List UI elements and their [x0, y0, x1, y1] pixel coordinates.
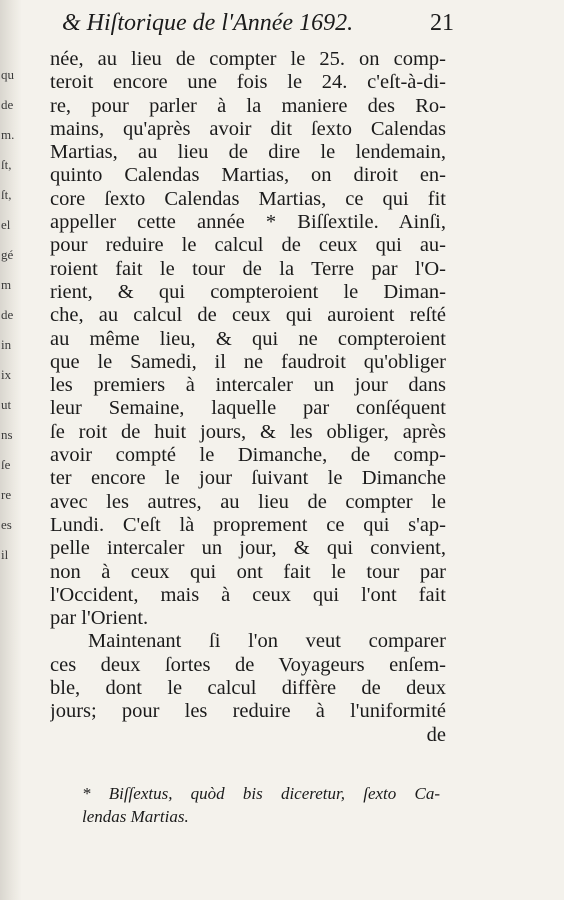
- text-line: teroit encore une fois le 24. c'eſt-à-di-: [50, 71, 446, 94]
- gutter-fragment: gé: [1, 247, 14, 262]
- body-text: [50, 48, 446, 747]
- text-line: ſe roit de huit jours, & les obliger, après: [50, 420, 446, 443]
- gutter-fragment: re: [1, 487, 12, 502]
- text-line: l'Occident, mais à ceux qui l'ont fait: [50, 583, 446, 606]
- text-line: re, pour parler à la maniere des Ro-: [50, 94, 446, 117]
- gutter-fragment: de: [1, 307, 14, 322]
- text-line: non à ceux qui ont fait le tour par: [50, 560, 446, 583]
- gutter-fragment: ns: [1, 427, 13, 442]
- gutter-fragment: ſt,: [1, 157, 12, 172]
- gutter-fragment: ſe: [1, 457, 11, 472]
- text-line: Lundi. C'eſt là proprement ce qui s'ap-: [50, 513, 446, 536]
- binding-gutter: [0, 0, 22, 900]
- text-line: quinto Calendas Martias, on diroit en-: [50, 164, 446, 187]
- text-line: par l'Orient.: [50, 607, 149, 630]
- text-line: che, au calcul de ceux qui auroient reſté: [50, 304, 446, 327]
- text-line: ces deux ſortes de Voyageurs enſem-: [50, 653, 446, 676]
- text-line: avec les autres, au lieu de compter le: [50, 490, 446, 513]
- catchword: de: [426, 723, 446, 746]
- footnote: [82, 782, 440, 828]
- running-title: & Hiſtorique de l'Année 1692.: [62, 10, 354, 36]
- gutter-fragment: in: [1, 337, 12, 352]
- gutter-fragment: ſt,: [1, 187, 12, 202]
- gutter-fragment: es: [1, 517, 12, 532]
- gutter-fragment: el: [1, 217, 11, 232]
- footnote-line: lendas Martias.: [82, 807, 189, 826]
- text-line: ble, dont le calcul diffère de deux: [50, 677, 446, 700]
- gutter-fragment: qu: [1, 67, 14, 82]
- gutter-fragment: il: [1, 547, 9, 562]
- text-line: jours; pour les reduire à l'uniformité: [50, 700, 446, 723]
- text-line: ter encore le jour ſuivant le Dimanche: [50, 467, 446, 490]
- running-header: [62, 10, 454, 40]
- facing-page-fragments: [1, 60, 21, 570]
- text-line: que le Samedi, il ne faudroit qu'obliger: [50, 350, 446, 373]
- page-number: 21: [430, 10, 454, 36]
- text-line: les premiers à intercaler un jour dans: [50, 374, 446, 397]
- text-line: mains, qu'après avoir dit ſexto Calendas: [50, 117, 446, 140]
- text-line: leur Semaine, laquelle par conſéquent: [50, 397, 446, 420]
- text-line: roient fait le tour de la Terre par l'O-: [50, 257, 446, 280]
- gutter-fragment: ix: [1, 367, 12, 382]
- text-line: rient, & qui compteroient le Diman-: [50, 280, 446, 303]
- text-line: Martias, au lieu de dire le lendemain,: [50, 141, 446, 164]
- text-line: avoir compté le Dimanche, de comp-: [50, 444, 446, 467]
- text-line: pour reduire le calcul de ceux qui au-: [50, 234, 446, 257]
- gutter-fragment: m.: [1, 127, 15, 142]
- gutter-fragment: m: [1, 277, 12, 292]
- gutter-fragment: ut: [1, 397, 12, 412]
- text-line: née, au lieu de compter le 25. on comp-: [50, 48, 446, 70]
- text-line: core ſexto Calendas Martias, ce qui fit: [50, 187, 446, 210]
- text-line: appeller cette année * Biſſextile. Ainſi,: [50, 211, 446, 234]
- text-line: pelle intercaler un jour, & qui convient,: [50, 537, 446, 560]
- text-line: au même lieu, & qui ne compteroient: [50, 327, 446, 350]
- text-line: Maintenant ſi l'on veut comparer: [88, 630, 446, 653]
- footnote-line: * Biſſextus, quòd bis diceretur, ſexto Ca-: [82, 784, 440, 803]
- gutter-fragment: de: [1, 97, 14, 112]
